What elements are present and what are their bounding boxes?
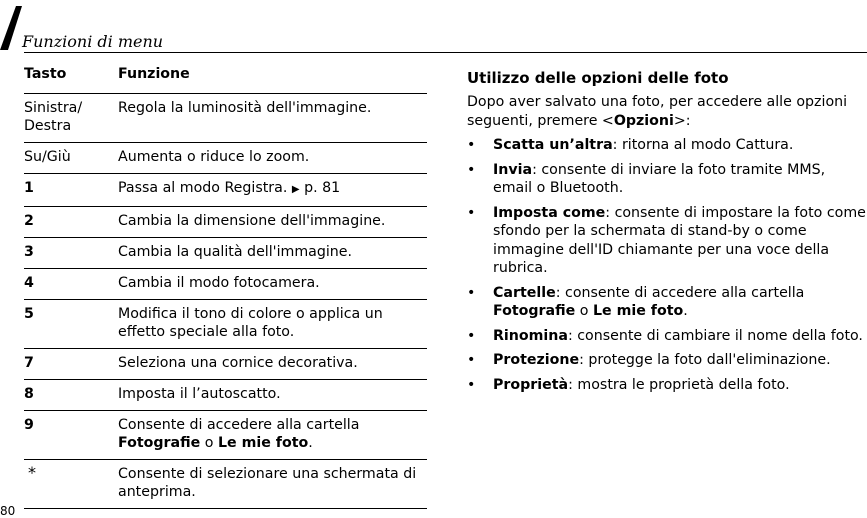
table-row [24,207,427,238]
period: . [308,435,313,451]
star-key-icon: * [28,463,36,482]
row-function: Cambia il modo fotocamera. [118,275,320,291]
conjunction: o [204,435,214,451]
page-header-title: Funzioni di menu [22,32,164,51]
option-desc: : consente di inviare la foto tramite MMS, email o Bluetooth. [493,161,826,196]
row-function: Seleziona una cornice decorativa. [118,355,358,371]
folder-name-le-mie-foto: Le mie foto [217,435,309,451]
section-title: Utilizzo delle opzioni delle foto [467,68,729,87]
page-number: 80 [0,504,16,518]
table-row [24,174,427,207]
table-row [24,238,427,269]
option-label: Scatta un’altra [493,137,613,153]
row-key: 8 [24,386,34,402]
row-function: Cambia la qualità dell'immagine. [118,244,353,260]
row-function-text: Passa al modo Registra. [118,180,288,196]
conjunction: o [575,303,593,319]
row-key: 4 [24,275,34,291]
option-desc: : protegge la foto dall'eliminazione. [579,352,831,368]
list-item [467,351,867,370]
period: . [683,303,688,319]
option-label: Rinomina [493,327,568,344]
table-row [24,380,427,411]
option-label: Proprietà [493,376,569,393]
row-key: Su/Giù [24,149,71,165]
list-item-text [493,161,867,198]
row-key: 2 [24,213,34,229]
page-reference: p. 81 [304,180,341,196]
row-key: 3 [24,244,34,260]
options-softkey-label: Opzioni [613,112,674,129]
list-item [467,284,867,321]
option-desc: : mostra le proprietà della foto. [568,376,790,393]
row-function [118,179,427,199]
bullet-icon: • [467,284,476,301]
page-reference-arrow-icon: ▶ [291,184,300,195]
table-row [24,143,427,174]
option-desc: : consente di accedere alla cartella [555,284,805,301]
folder-name-fotografie: Fotografie [493,303,576,319]
row-key: 5 [24,306,34,322]
list-item [467,136,867,155]
row-function: Modifica il tono di colore o applica un effetto speciale alla foto. [118,306,383,340]
table-row [24,269,427,300]
option-label: Cartelle [493,284,556,301]
bullet-icon: • [467,376,476,393]
row-key [24,465,118,501]
bullet-icon: • [467,137,476,153]
option-label: Protezione [493,352,580,368]
bullet-icon: • [467,352,476,368]
table-row [24,94,427,143]
row-key: 1 [24,180,34,196]
table-header [24,66,427,94]
row-function-text: Consente di accedere alla cartella [118,417,360,433]
list-item-text [493,204,867,278]
option-desc: : ritorna al modo Cattura. [612,137,794,153]
intro-text: Dopo aver salvato una foto, per accedere alle opzioni seguenti, premere < [467,94,848,129]
row-key: Sinistra/ Destra [24,100,83,134]
bullet-icon: • [467,161,476,178]
row-function: Regola la luminosità dell'immagine. [118,100,372,116]
list-item-text [493,284,867,321]
table-row [24,460,427,509]
intro-text-end: >: [673,112,691,129]
row-function: Aumenta o riduce lo zoom. [118,149,310,165]
bullet-icon: • [467,204,476,221]
row-key: 9 [24,417,34,433]
list-item-text [493,327,867,346]
option-desc: : consente di impostare la foto come sfondo per la schermata di stand-by o come immagine dell'ID chiamante per una voce della rubrica. [493,204,866,276]
row-function: Imposta il l’autoscatto. [118,386,281,402]
option-desc: : consente di cambiare il nome della foto. [567,327,863,344]
options-list [467,136,867,394]
table-row [24,349,427,380]
list-item [467,161,867,198]
option-label: Imposta come [493,204,606,221]
option-label: Invia [493,161,533,178]
row-key: 7 [24,355,34,371]
list-item [467,327,867,346]
row-function: Cambia la dimensione dell'immagine. [118,213,386,229]
table-row [24,300,427,349]
row-function [118,416,427,452]
list-item-text [493,136,867,155]
column-header-key: Tasto [24,66,67,82]
list-item-text [493,376,867,395]
column-header-function: Funzione [118,66,190,82]
photo-options-section [467,60,867,400]
table-row [24,411,427,460]
list-item [467,204,867,278]
folder-name-le-mie-foto: Le mie foto [592,303,684,319]
list-item [467,376,867,395]
row-function: Consente di selezionare una schermata di anteprima. [118,466,417,500]
section-intro [467,93,867,130]
folder-name-fotografie: Fotografie [118,435,201,451]
bullet-icon: • [467,327,476,344]
header-rule [24,52,867,53]
key-function-table [24,66,427,509]
list-item-text [493,351,867,370]
